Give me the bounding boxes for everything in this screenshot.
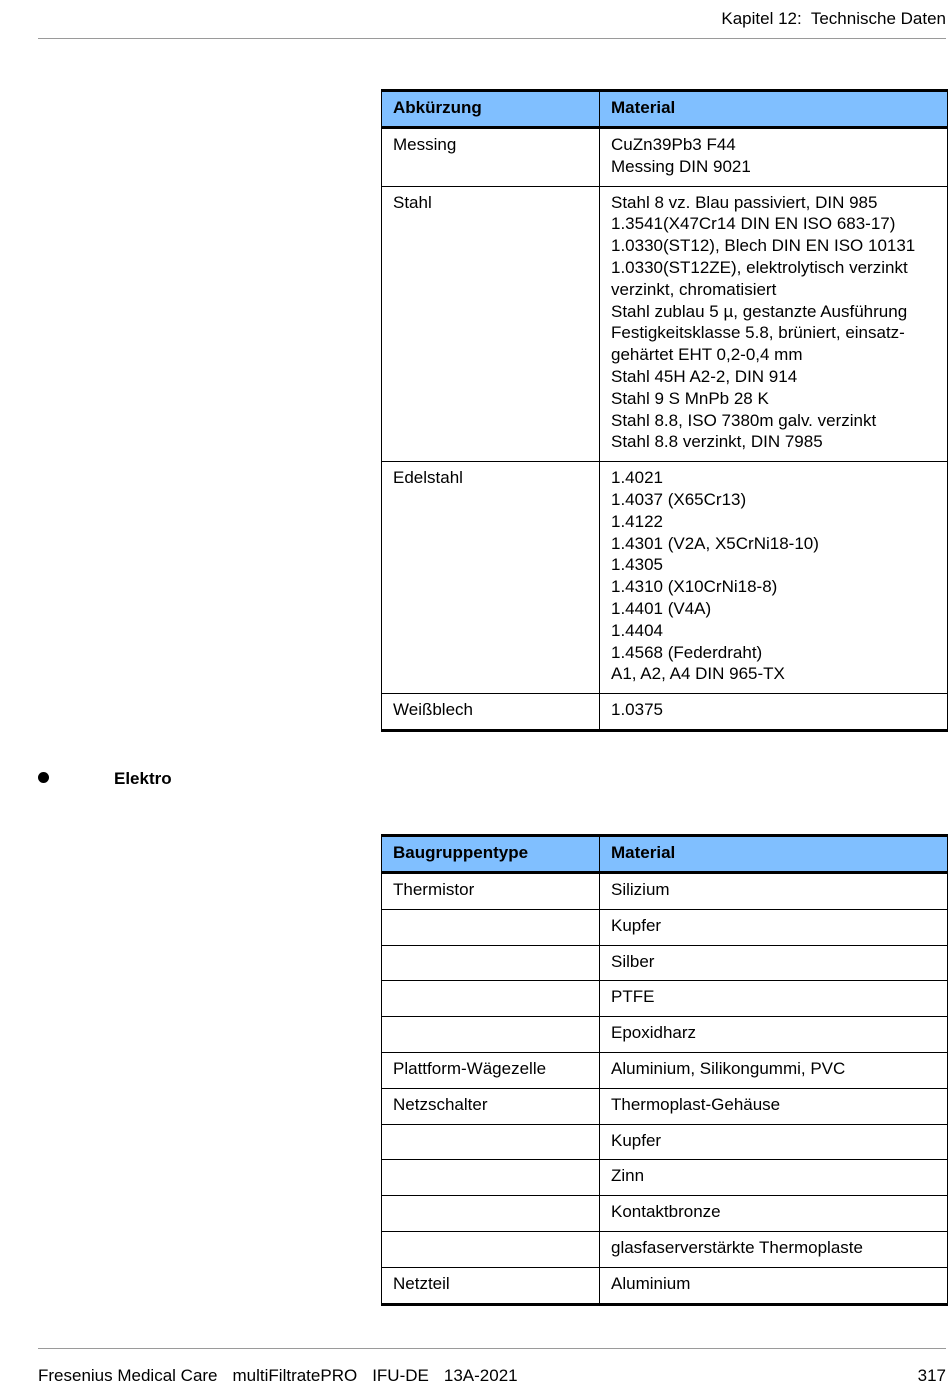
row-materials [600, 1088, 948, 1124]
material-line: 1.4021 [611, 468, 663, 488]
material-line: glasfaserverstärkte Thermoplaste [611, 1237, 863, 1257]
material-line: A1, A2, A4 DIN 965-TX [611, 664, 785, 684]
column-header-abbreviation: Abkürzung [382, 91, 600, 128]
table-row [382, 1267, 948, 1304]
column-header-component-type: Baugruppentype [382, 836, 600, 873]
row-label [382, 1196, 600, 1232]
footer-doc: IFU-DE [372, 1366, 429, 1385]
row-label [382, 909, 600, 945]
column-header-material: Material [600, 91, 948, 128]
material-line: Messing DIN 9021 [611, 156, 751, 176]
material-line: Stahl 45H A2-2, DIN 914 [611, 366, 798, 386]
row-label: Stahl [382, 186, 600, 462]
row-label: Thermistor [382, 873, 600, 910]
row-materials [600, 945, 948, 981]
table-row [382, 1160, 948, 1196]
page-footer [38, 1365, 946, 1387]
material-line: 1.0375 [611, 700, 663, 720]
row-materials [600, 462, 948, 694]
table-row [382, 873, 948, 910]
table-row [382, 694, 948, 731]
row-label [382, 1231, 600, 1267]
table-row [382, 1124, 948, 1160]
materials-table-electrical [381, 834, 948, 1306]
row-label: Weißblech [382, 694, 600, 731]
material-line: Epoxidharz [611, 1023, 697, 1043]
header-divider [38, 38, 946, 39]
bullet-icon [38, 772, 49, 783]
material-line: Kupfer [611, 915, 662, 935]
material-line: verzinkt, chromatisiert [611, 279, 777, 299]
material-line: 1.4568 (Federdraht) [611, 642, 763, 662]
material-line: 1.4037 (X65Cr13) [611, 489, 747, 509]
row-materials [600, 909, 948, 945]
page-number: 317 [917, 1366, 946, 1385]
table-row [382, 909, 948, 945]
material-line: Zinn [611, 1166, 645, 1186]
footer-version: 13A-2021 [443, 1366, 518, 1385]
row-materials [600, 186, 948, 462]
page-header: Kapitel 12: Technische Daten [721, 9, 946, 28]
row-materials [600, 128, 948, 187]
material-line: Thermoplast-Gehäuse [611, 1094, 781, 1114]
table-header-row [382, 91, 948, 128]
material-line: Silizium [611, 880, 670, 899]
material-line: 1.4305 [611, 555, 663, 575]
material-line: Stahl zublau 5 µ, gestanzte Ausführung [611, 301, 908, 321]
table-row [382, 1088, 948, 1124]
column-header-material: Material [600, 836, 948, 873]
table-row [382, 128, 948, 187]
material-line: 1.4404 [611, 620, 663, 640]
row-materials [600, 1196, 948, 1232]
row-label: Edelstahl [382, 462, 600, 694]
row-label [382, 981, 600, 1017]
materials-table-mechanical [381, 89, 948, 732]
material-line: Kupfer [611, 1130, 662, 1150]
table-row [382, 186, 948, 462]
material-line: 1.4301 (V2A, X5CrNi18-10) [611, 533, 819, 553]
material-line: Silber [611, 951, 655, 971]
row-materials [600, 694, 948, 731]
material-line: 1.3541(X47Cr14 DIN EN ISO 683-17) [611, 214, 896, 234]
row-materials [600, 1160, 948, 1196]
material-line: PTFE [611, 987, 655, 1007]
row-label [382, 1017, 600, 1053]
row-label [382, 1160, 600, 1196]
row-label: Netzteil [382, 1267, 600, 1304]
row-materials [600, 873, 948, 910]
row-materials [600, 1052, 948, 1088]
row-label [382, 1124, 600, 1160]
material-line: Stahl 8.8, ISO 7380m galv. verzinkt [611, 410, 877, 430]
table-header-row [382, 836, 948, 873]
row-materials [600, 1017, 948, 1053]
material-line: Aluminium, Silikongummi, PVC [611, 1058, 846, 1078]
table-row [382, 462, 948, 694]
table-row [382, 1196, 948, 1232]
table-row [382, 981, 948, 1017]
row-label: Messing [382, 128, 600, 187]
material-line: 1.0330(ST12), Blech DIN EN ISO 10131 [611, 236, 916, 256]
material-line: Festigkeitsklasse 5.8, brüniert, einsatz- [611, 323, 905, 343]
material-line: Stahl 9 S MnPb 28 K [611, 388, 769, 408]
row-label: Plattform-Wägezelle [382, 1052, 600, 1088]
section-heading: Elektro [114, 769, 172, 788]
row-label: Netzschalter [382, 1088, 600, 1124]
material-line: Stahl 8 vz. Blau passiviert, DIN 985 [611, 192, 878, 212]
material-line: Aluminium [611, 1273, 691, 1293]
table-row [382, 1052, 948, 1088]
material-line: 1.4310 (X10CrNi18-8) [611, 577, 778, 597]
material-line: Kontaktbronze [611, 1202, 721, 1222]
material-line: 1.4122 [611, 511, 663, 531]
row-materials [600, 1124, 948, 1160]
footer-product: multiFiltratePRO [232, 1366, 358, 1385]
material-line: CuZn39Pb3 F44 [611, 135, 736, 154]
table-row [382, 1231, 948, 1267]
row-label [382, 945, 600, 981]
material-line: 1.0330(ST12ZE), elektrolytisch verzinkt [611, 257, 908, 277]
footer-divider [38, 1348, 946, 1349]
row-materials [600, 981, 948, 1017]
row-materials [600, 1231, 948, 1267]
material-line: 1.4401 (V4A) [611, 598, 712, 618]
row-materials [600, 1267, 948, 1304]
material-line: gehärtet EHT 0,2-0,4 mm [611, 345, 803, 365]
footer-company: Fresenius Medical Care [38, 1366, 218, 1385]
table-row [382, 945, 948, 981]
material-line: Stahl 8.8 verzinkt, DIN 7985 [611, 432, 823, 452]
table-row [382, 1017, 948, 1053]
